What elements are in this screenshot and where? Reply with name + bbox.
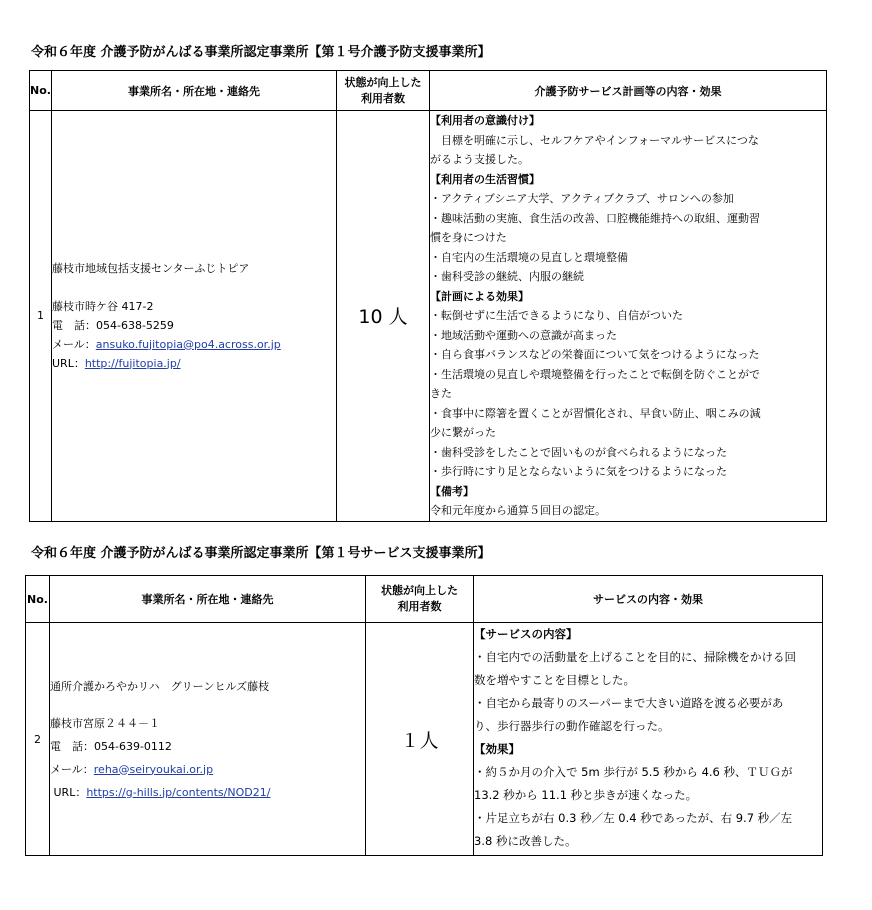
header-users-line1: 状態が向上した xyxy=(381,584,458,597)
header-no: No. xyxy=(30,71,52,111)
plan-content xyxy=(430,111,827,522)
content-line: 少に繋がった xyxy=(430,426,496,439)
website-link[interactable]: http://fujitopia.jp/ xyxy=(84,356,181,370)
phone-value: 054-639-0112 xyxy=(94,739,172,753)
content-line: 3.8 秒に改善した。 xyxy=(474,834,577,848)
content-line: ・約５か月の介入で 5m 歩行が 5.5 秒から 4.6 秒、ＴＵＧが xyxy=(474,765,793,779)
content-section-heading: 【利用者の意識付け】 xyxy=(430,114,540,127)
facility-info xyxy=(52,111,337,522)
content-line: ・歯科受診の継続、内服の継続 xyxy=(430,270,584,283)
email-label: メール： xyxy=(50,762,94,776)
content-line: 目標を明確に示し、セルフケアやインフォーマルサービスにつな xyxy=(430,133,759,147)
facility-url xyxy=(52,354,336,373)
phone-label: 電 話： xyxy=(50,739,94,753)
facility-email xyxy=(52,335,336,354)
content-line: ・片足立ちが右 0.3 秒／左 0.4 秒であったが、右 9.7 秒／左 xyxy=(474,811,793,825)
email-label: メール： xyxy=(52,337,96,351)
improved-users-count: 10 人 xyxy=(337,111,430,522)
facility-phone xyxy=(52,316,336,335)
header-content: 介護予防サービス計画等の内容・効果 xyxy=(430,71,827,111)
header-content: サービスの内容・効果 xyxy=(474,576,823,623)
header-no: No. xyxy=(26,576,50,623)
header-facility: 事業所名・所在地・連絡先 xyxy=(50,576,366,623)
facility-url xyxy=(50,781,365,804)
header-users-line2: 利用者数 xyxy=(397,600,442,613)
content-line: ・歩行時にすり足とならないように気をつけるようになった xyxy=(430,465,727,478)
facility-name: 藤枝市地域包括支援センターふじトピア xyxy=(52,261,250,275)
content-line: り、歩行器歩行の動作確認を行った。 xyxy=(474,719,670,733)
facility-table-2 xyxy=(25,575,823,856)
service-content xyxy=(474,623,823,856)
content-line: ・自宅から最寄りのスーパーまで大きい道路を渡る必要があ xyxy=(474,696,784,710)
row-number: 2 xyxy=(26,623,50,856)
facility-info xyxy=(50,623,366,856)
content-line: ・歯科受診をしたことで固いものが食べられるようになった xyxy=(430,445,727,459)
content-line: 13.2 秒から 11.1 秒と歩きが速くなった。 xyxy=(474,788,698,802)
url-label: URL： xyxy=(53,785,87,799)
content-line: ・食事中に際箸を置くことが習慣化され、早食い防止、咽こみの減 xyxy=(430,406,761,420)
content-section-heading: 【利用者の生活習慣】 xyxy=(430,172,540,186)
header-users-line2: 利用者数 xyxy=(361,91,405,105)
content-line: 数を増やすことを目標とした。 xyxy=(474,673,635,687)
table-header-row xyxy=(26,576,823,623)
row-number: 1 xyxy=(30,111,52,522)
table-header-row xyxy=(30,71,827,111)
content-line: ・転倒せずに生活できるようになり、自信がついた xyxy=(430,309,683,322)
facility-name: 通所介護かろやかリハ グリーンヒルズ藤枝 xyxy=(50,679,270,693)
url-label: URL： xyxy=(52,356,85,370)
header-users-line1: 状態が向上した xyxy=(344,75,422,89)
table-row xyxy=(26,623,823,856)
content-section-heading: 【サービスの内容】 xyxy=(474,627,578,641)
phone-value: 054-638-5259 xyxy=(96,318,174,332)
facility-table-1 xyxy=(29,70,827,522)
content-line: きた xyxy=(430,387,452,400)
content-line: ・自宅内での活動量を上げることを目的に、掃除機をかける回 xyxy=(474,650,796,664)
content-line: ・アクティブシニア大学、アクティブクラブ、サロンへの参加 xyxy=(430,192,734,205)
improved-users-count: １人 xyxy=(366,623,474,856)
email-link[interactable]: reha@seiryoukai.or.jp xyxy=(93,762,214,776)
header-users xyxy=(337,71,430,111)
section1-heading: 令和６年度 介護予防がんばる事業所認定事業所【第１号介護予防支援事業所】 xyxy=(31,45,491,60)
facility-address: 藤枝市時ケ谷 417-2 xyxy=(52,299,154,313)
header-users xyxy=(366,576,474,623)
website-link[interactable]: https://g-hills.jp/contents/NOD21/ xyxy=(86,785,271,799)
content-section-heading: 【備考】 xyxy=(430,484,474,498)
table-row xyxy=(30,111,827,522)
section2-heading: 令和６年度 介護予防がんばる事業所認定事業所【第１号サービス支援事業所】 xyxy=(31,546,491,561)
content-line: ・趣味活動の実施、食生活の改善、口腔機能維持への取組、運動習 xyxy=(430,211,760,225)
content-section-heading: 【効果】 xyxy=(474,742,520,756)
header-facility: 事業所名・所在地・連絡先 xyxy=(52,71,337,111)
content-line: ・地域活動や運動への意識が高まった xyxy=(430,328,617,342)
facility-phone xyxy=(50,735,365,758)
content-line: ・生活環境の見直しや環境整備を行ったことで転倒を防ぐことがで xyxy=(430,367,760,381)
content-line: ・自宅内の生活環境の見直しと環境整備 xyxy=(430,250,628,264)
content-line: ・自ら食事バランスなどの栄養面について気をつけるようになった xyxy=(430,348,760,361)
phone-label: 電 話： xyxy=(52,318,96,332)
content-line: 慣を身につけた xyxy=(430,231,507,244)
content-section-heading: 【計画による効果】 xyxy=(430,289,529,303)
content-line: 令和元年度から通算５回目の認定。 xyxy=(430,504,606,517)
email-link[interactable]: ansuko.fujitopia@po4.across.or.jp xyxy=(95,337,281,351)
facility-address: 藤枝市宮原２４４－１ xyxy=(50,716,160,730)
content-line: がるよう支援した。 xyxy=(430,153,529,166)
facility-email xyxy=(50,758,365,781)
